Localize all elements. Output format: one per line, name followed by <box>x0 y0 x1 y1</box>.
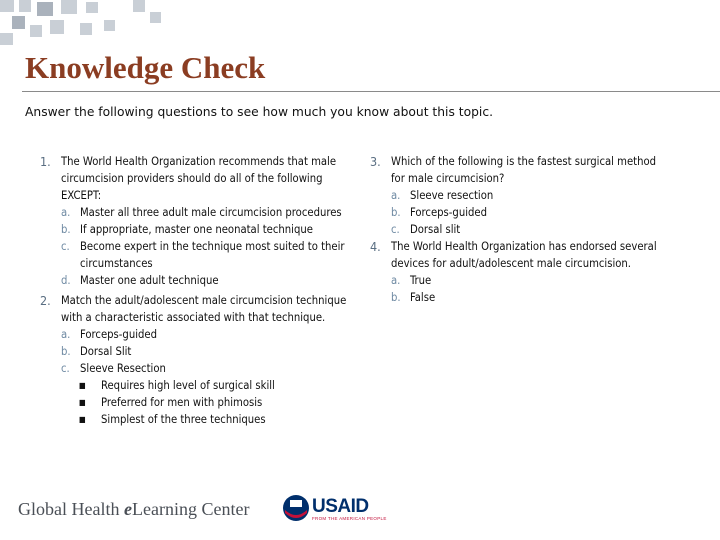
decorative-square <box>0 0 14 12</box>
logo-text: Global Health <box>18 499 124 519</box>
question-1 <box>40 153 355 289</box>
option-letter: c. <box>391 223 400 236</box>
bullet-icon: ■ <box>79 381 86 390</box>
question-4 <box>370 238 670 306</box>
bullet-icon: ■ <box>79 398 86 407</box>
option-letter: b. <box>391 206 401 219</box>
option-letter: c. <box>61 362 70 375</box>
answer-option[interactable] <box>61 238 355 272</box>
option-letter: a. <box>391 274 401 287</box>
logo-e: e <box>123 499 132 519</box>
decorative-square <box>50 20 64 34</box>
decorative-square <box>37 2 53 16</box>
bullet-icon: ■ <box>79 415 86 424</box>
option-text: Forceps-guided <box>410 206 487 219</box>
page-subtitle: Answer the following questions to see how much you know about this topic. <box>25 105 494 119</box>
answer-option[interactable] <box>61 326 355 343</box>
question-text: Which of the following is the fastest surgical method for male circumcision? <box>391 155 657 185</box>
characteristic-item[interactable] <box>79 377 355 394</box>
answer-option[interactable] <box>61 272 355 289</box>
option-text: If appropriate, master one neonatal technique <box>80 223 313 236</box>
decorative-square <box>12 16 25 29</box>
option-letter: b. <box>61 223 71 236</box>
answer-option[interactable] <box>61 204 355 221</box>
characteristic-text: Requires high level of surgical skill <box>101 379 275 392</box>
option-letter: b. <box>61 345 71 358</box>
option-letter: a. <box>61 206 71 219</box>
option-text: Sleeve resection <box>410 189 494 202</box>
decorative-square <box>80 23 92 35</box>
logo-text: Learning Center <box>131 499 250 519</box>
question-text: The World Health Organization has endorsed several devices for adult/adolescent male circumcision. <box>391 240 657 270</box>
decorative-square <box>30 25 42 37</box>
question-text: Match the adult/adolescent male circumcision technique with a characteristic associated with that technique. <box>61 294 347 324</box>
question-number: 3. <box>370 154 381 169</box>
option-text: Dorsal slit <box>410 223 461 236</box>
answer-option[interactable] <box>391 272 670 289</box>
question-number: 1. <box>40 154 51 169</box>
option-letter: d. <box>61 274 71 287</box>
right-column <box>370 153 670 306</box>
option-text: Dorsal Slit <box>80 345 132 358</box>
option-letter: a. <box>391 189 401 202</box>
decorative-square <box>86 2 98 13</box>
left-column <box>40 153 355 428</box>
answer-option[interactable] <box>391 204 670 221</box>
characteristic-item[interactable] <box>79 411 355 428</box>
option-text: Master all three adult male circumcision procedures <box>80 206 342 219</box>
decorative-square <box>150 12 161 23</box>
option-text: Sleeve Resection <box>80 362 166 375</box>
option-letter: b. <box>391 291 401 304</box>
characteristic-text: Preferred for men with phimosis <box>101 396 263 409</box>
option-text: Master one adult technique <box>80 274 219 287</box>
option-text: Become expert in the technique most suited to their circumstances <box>80 240 345 270</box>
answer-option[interactable] <box>391 289 670 306</box>
option-text: Forceps-guided <box>80 328 157 341</box>
question-number: 2. <box>40 293 51 308</box>
question-number: 4. <box>370 239 381 254</box>
title-divider <box>22 91 720 92</box>
characteristic-text: Simplest of the three techniques <box>101 413 266 426</box>
question-text: The World Health Organization recommends that male circumcision providers should do all of the following EXCEPT: <box>61 155 337 202</box>
usaid-tagline: FROM THE AMERICAN PEOPLE <box>312 516 387 521</box>
answer-option[interactable] <box>391 221 670 238</box>
option-letter: c. <box>61 240 70 253</box>
decorative-square <box>133 0 145 12</box>
option-text: False <box>410 291 436 304</box>
decorative-square <box>19 0 31 12</box>
answer-option[interactable] <box>61 360 355 377</box>
page-title: Knowledge Check <box>25 50 266 85</box>
question-2 <box>40 292 355 428</box>
characteristic-item[interactable] <box>79 394 355 411</box>
usaid-wordmark: USAID <box>312 496 369 517</box>
answer-option[interactable] <box>391 187 670 204</box>
option-letter: a. <box>61 328 71 341</box>
option-text: True <box>410 274 432 287</box>
question-3 <box>370 153 670 238</box>
answer-option[interactable] <box>61 221 355 238</box>
answer-option[interactable] <box>61 343 355 360</box>
decorative-square <box>0 33 13 45</box>
global-health-elearning-logo <box>18 499 249 520</box>
decorative-square <box>61 0 77 14</box>
decorative-square <box>104 20 115 31</box>
